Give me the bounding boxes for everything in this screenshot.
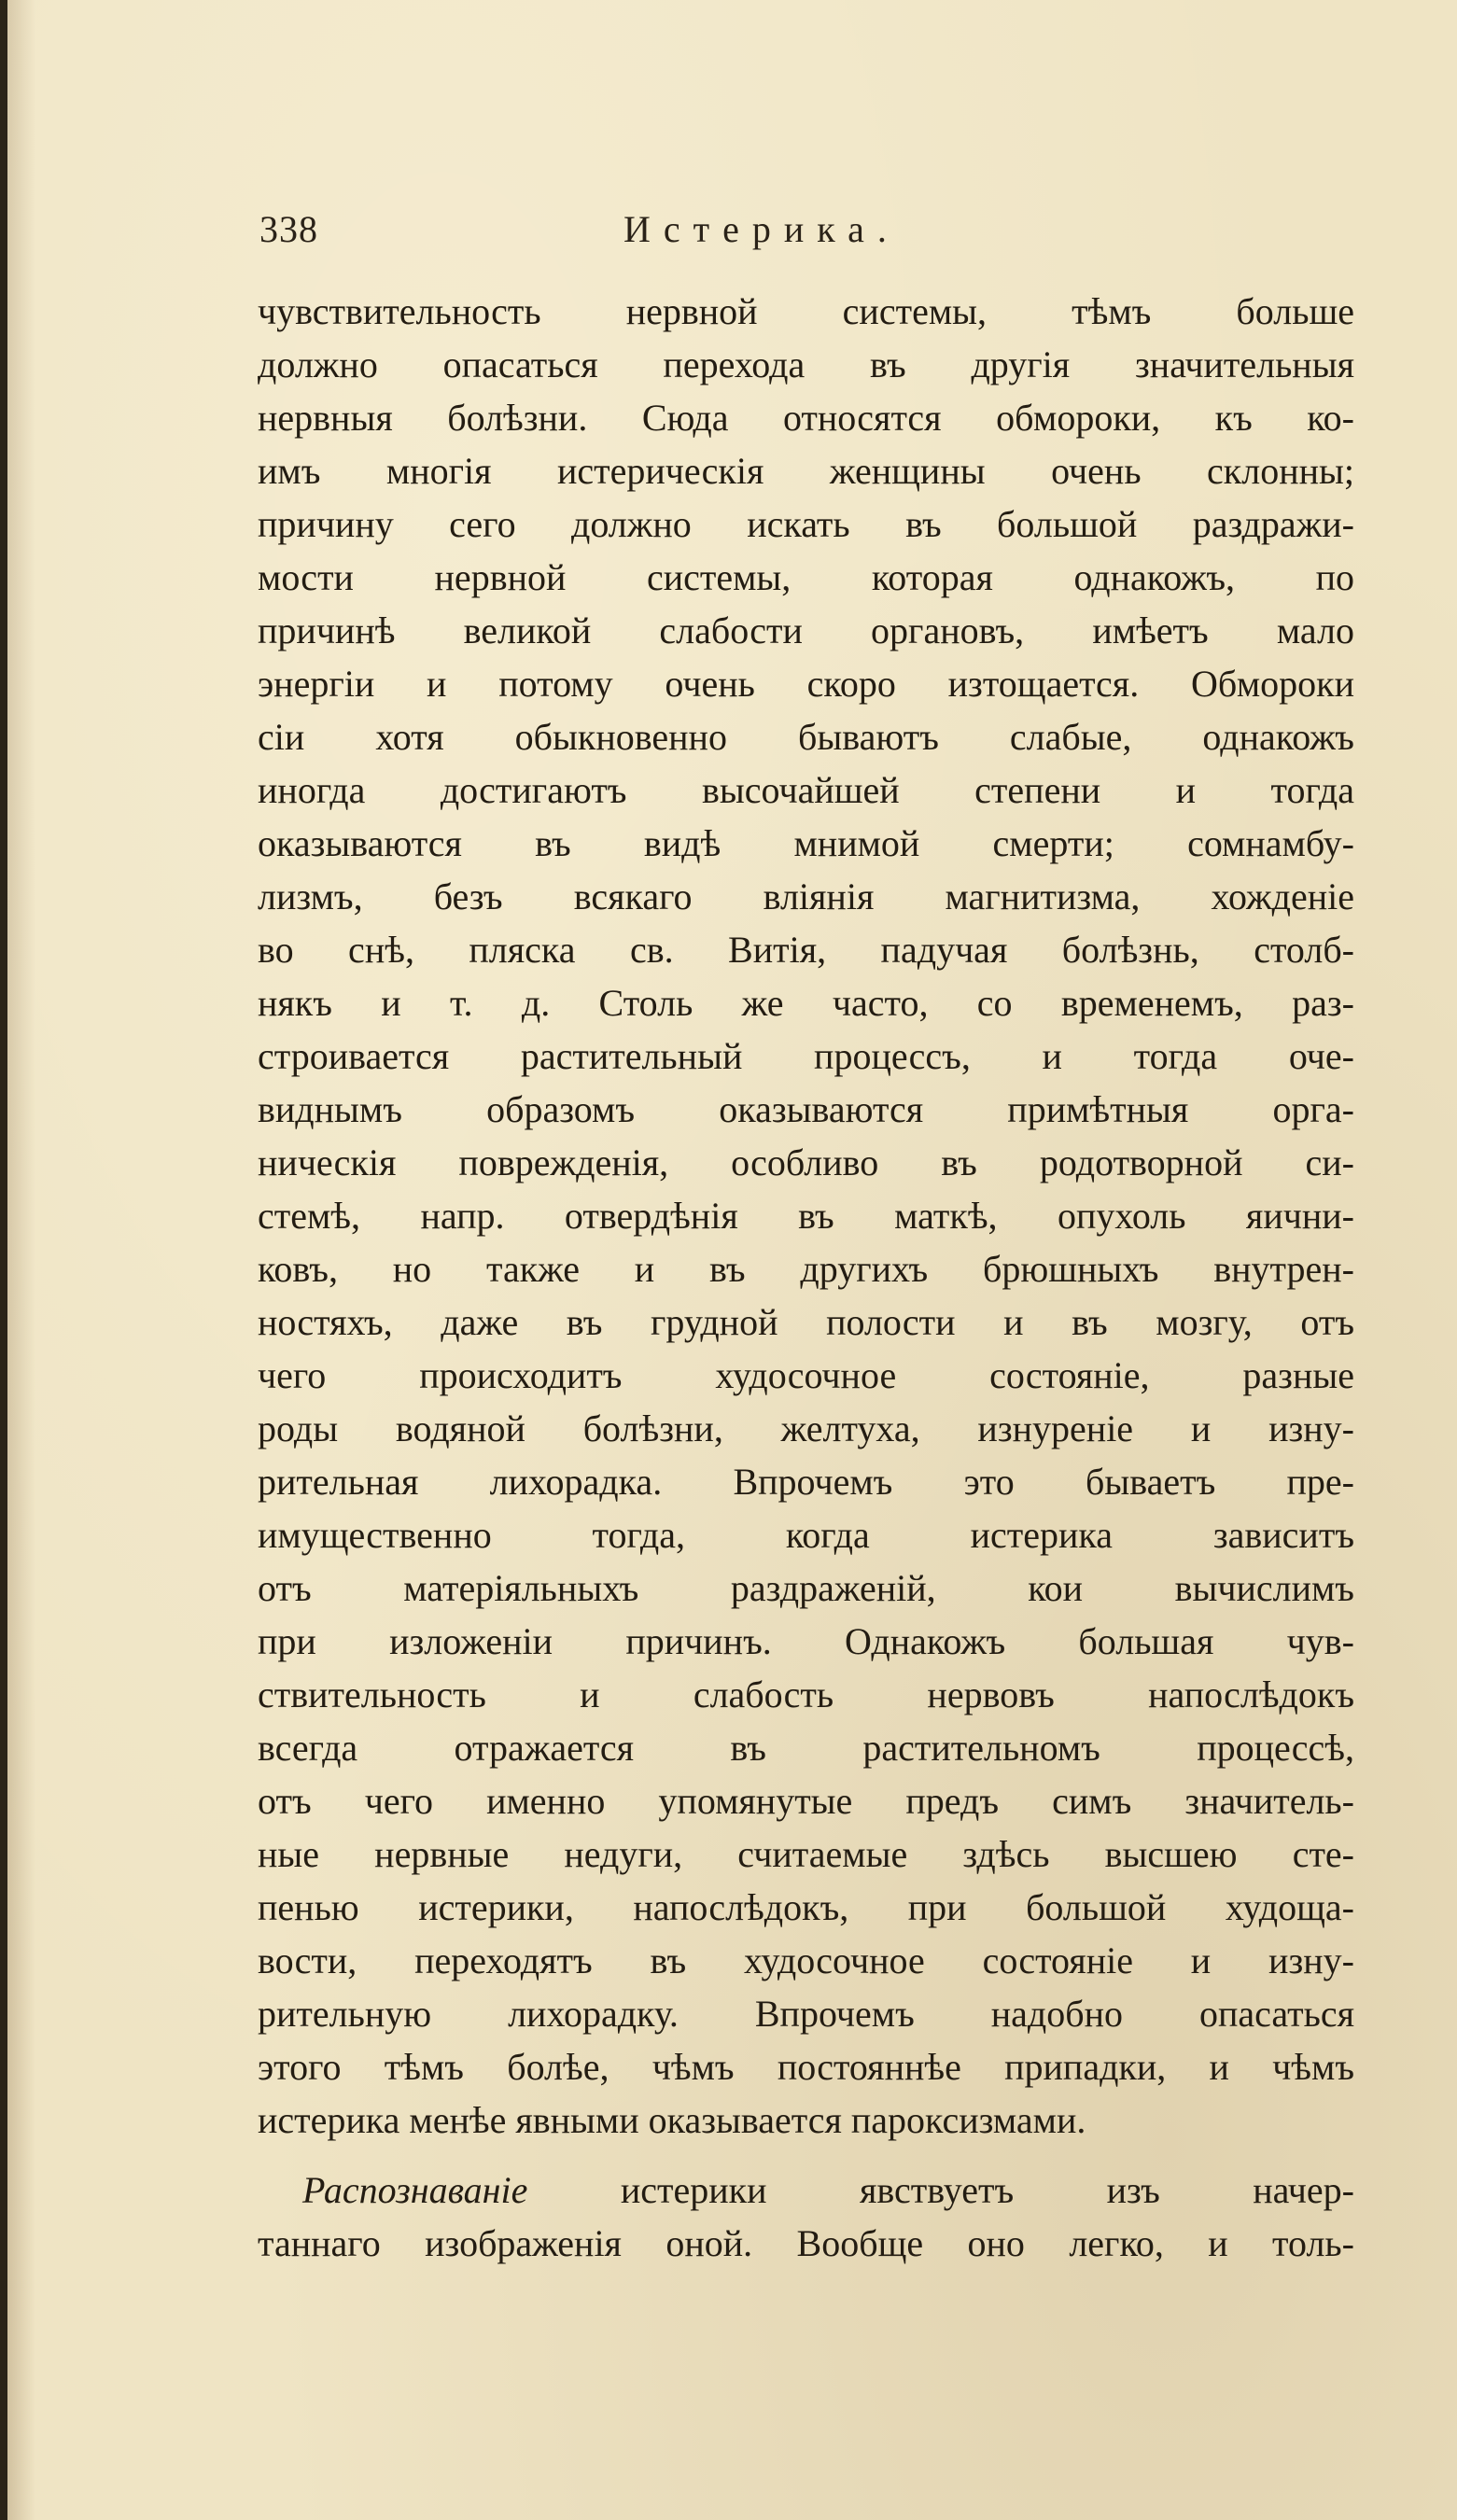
text-line: ствительность и слабость нервовъ напослѣдокъ bbox=[258, 1673, 1354, 1715]
text-line: иногда достигаютъ высочайшей степени и тогда bbox=[258, 769, 1354, 811]
text-line: должно опасаться перехода въ другія значительныя bbox=[258, 343, 1354, 385]
paragraph-2 bbox=[258, 2163, 1354, 2270]
text-line: оказываются въ видѣ мнимой смерти; сомнамбу- bbox=[258, 822, 1354, 864]
paragraph-1 bbox=[258, 285, 1354, 2147]
text-line: строивается растительный процессъ, и тогда оче- bbox=[258, 1035, 1354, 1077]
text-line: таннаго изображенія оной. Вообще оно легко, и толь- bbox=[258, 2222, 1354, 2264]
text-line: стемѣ, напр. отвердѣнія въ маткѣ, опухоль яични- bbox=[258, 1195, 1354, 1237]
text-line: виднымъ образомъ оказываются примѣтныя орга- bbox=[258, 1088, 1354, 1130]
text-line: всегда отражается въ растительномъ процессѣ, bbox=[258, 1727, 1354, 1769]
text-line: причину сего должно искать въ большой раздражи- bbox=[258, 503, 1354, 545]
text-line: во снѣ, пляска св. Витія, падучая болѣзнь, столб- bbox=[258, 929, 1354, 971]
book-page bbox=[7, 0, 1457, 2520]
body-text bbox=[258, 285, 1354, 2270]
text-line: пенью истерики, напослѣдокъ, при большой худоща- bbox=[258, 1886, 1354, 1928]
text-line: рительную лихорадку. Впрочемъ надобно опасаться bbox=[258, 1993, 1354, 2035]
text-line: ническія поврежденія, особливо въ родотворной си- bbox=[258, 1141, 1354, 1183]
text-line: мости нервной системы, которая однакожъ, по bbox=[258, 556, 1354, 598]
text-line: роды водяной болѣзни, желтуха, изнуреніе и изну- bbox=[258, 1407, 1354, 1449]
text-line: вости, переходятъ въ худосочное состояніе и изну- bbox=[258, 1939, 1354, 1981]
text-line: ные нервные недуги, считаемые здѣсь высшею сте- bbox=[258, 1833, 1354, 1875]
line-rest: истерики явствуетъ изъ начер- bbox=[527, 2169, 1354, 2211]
text-line: нервныя болѣзни. Сюда относятся обмороки, къ ко- bbox=[258, 397, 1354, 439]
paragraph-spacer bbox=[258, 2147, 1354, 2163]
page-header bbox=[7, 207, 1457, 254]
text-line: отъ чего именно упомянутые предъ симъ значитель- bbox=[258, 1780, 1354, 1822]
text-line: при изложеніи причинъ. Однакожъ большая чув- bbox=[258, 1620, 1354, 1662]
text-line: чувствительность нервной системы, тѣмъ больше bbox=[258, 290, 1354, 332]
text-line: отъ матеріяльныхъ раздраженій, кои вычислимъ bbox=[258, 1567, 1354, 1609]
text-line: чего происходитъ худосочное состояніе, разные bbox=[258, 1354, 1354, 1396]
text-line: лизмъ, безъ всякаго вліянія магнитизма, хожденіе bbox=[258, 875, 1354, 917]
text-line: имъ многія истерическія женщины очень склонны; bbox=[258, 450, 1354, 492]
text-line: ностяхъ, даже въ грудной полости и въ мозгу, отъ bbox=[258, 1301, 1354, 1343]
text-line: этого тѣмъ болѣе, чѣмъ постояннѣе припадки, и чѣмъ bbox=[258, 2046, 1354, 2088]
text-line: имущественно тогда, когда истерика зависитъ bbox=[258, 1514, 1354, 1556]
text-line: ковъ, но также и въ другихъ брюшныхъ внутрен- bbox=[258, 1248, 1354, 1290]
text-line: истерика менѣе явными оказывается пароксизмами. bbox=[258, 2099, 1086, 2141]
text-line: рительная лихорадка. Впрочемъ это бываетъ пре- bbox=[258, 1461, 1354, 1503]
text-line: някъ и т. д. Столь же часто, со временемъ, раз- bbox=[258, 982, 1354, 1024]
text-line bbox=[258, 2163, 1354, 2217]
italic-term: Распознаваніе bbox=[302, 2169, 528, 2211]
page-number: 338 bbox=[259, 208, 318, 250]
text-line: причинѣ великой слабости органовъ, имѣетъ мало bbox=[258, 609, 1354, 651]
text-line: энергіи и потому очень скоро изтощается. Обмороки bbox=[258, 663, 1354, 705]
running-title: Истерика. bbox=[623, 208, 900, 250]
text-line: сіи хотя обыкновенно бываютъ слабые, однакожъ bbox=[258, 716, 1354, 758]
